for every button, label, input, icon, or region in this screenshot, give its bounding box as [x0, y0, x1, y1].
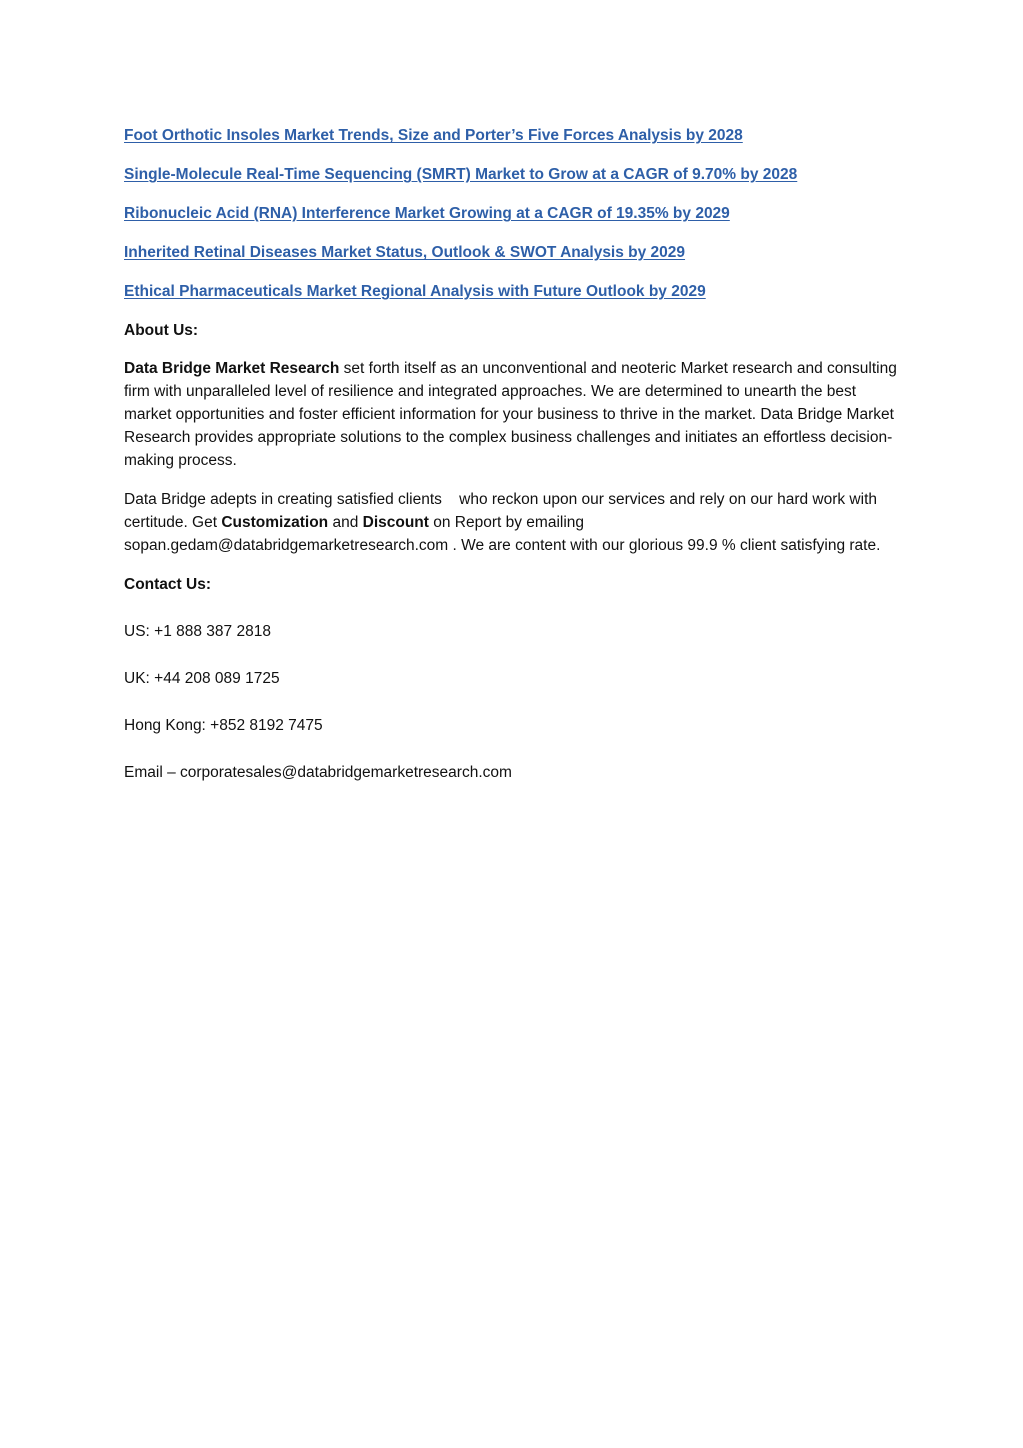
- list-item: [124, 163, 904, 186]
- about-paragraph-1: [124, 357, 904, 472]
- contact-heading: Contact Us:: [124, 576, 211, 593]
- about-paragraph-2-text-b: and: [328, 514, 363, 531]
- about-paragraph-2-text-c: on Report by emailing sopan.gedam@databridgemarketresearch.com . We are content with our glorious 99.9 % client satisfying rate.: [124, 514, 881, 554]
- link-foot-orthotic-insoles[interactable]: Foot Orthotic Insoles Market Trends, Size and Porter’s Five Forces Analysis by 2028: [124, 127, 743, 144]
- contact-uk-phone: UK: +44 208 089 1725: [124, 670, 280, 687]
- related-links-list: [124, 124, 904, 303]
- contact-hk-phone: Hong Kong: +852 8192 7475: [124, 717, 323, 734]
- link-rna-interference[interactable]: Ribonucleic Acid (RNA) Interference Market Growing at a CAGR of 19.35% by 2029: [124, 205, 730, 222]
- about-paragraph-2: [124, 488, 904, 557]
- contact-email: Email – corporatesales@databridgemarketresearch.com: [124, 764, 512, 781]
- about-heading: About Us:: [124, 322, 199, 339]
- link-ethical-pharmaceuticals[interactable]: Ethical Pharmaceuticals Market Regional Analysis with Future Outlook by 2029: [124, 283, 706, 300]
- link-smrt-sequencing[interactable]: Single-Molecule Real-Time Sequencing (SMRT) Market to Grow at a CAGR of 9.70% by 2028: [124, 166, 798, 183]
- list-item: [124, 241, 904, 264]
- customization-bold: Customization: [221, 514, 329, 531]
- list-item: [124, 280, 904, 303]
- list-item: [124, 124, 904, 147]
- contact-us-phone: US: +1 888 387 2818: [124, 623, 271, 640]
- discount-bold: Discount: [362, 514, 429, 531]
- list-item: [124, 202, 904, 225]
- about-paragraph-1-text: set forth itself as an unconventional and neoteric Market research and consulting firm with unparalleled level of resilience and integrated approaches. We are determined to unearth the best market opportunities and foster efficient information for your business to thrive in the market. Data Bridge Market Research provides appropriate solutions to the complex business challenges and initiates an effortless decision-making process.: [124, 360, 897, 469]
- document-page: [124, 124, 904, 808]
- company-name: Data Bridge Market Research: [124, 360, 340, 377]
- link-inherited-retinal-diseases[interactable]: Inherited Retinal Diseases Market Status, Outlook & SWOT Analysis by 2029: [124, 244, 686, 261]
- about-paragraph-2-text-a: Data Bridge adepts in creating satisfied clients who reckon upon our services and rely on our hard work with certitude. Get: [124, 491, 882, 531]
